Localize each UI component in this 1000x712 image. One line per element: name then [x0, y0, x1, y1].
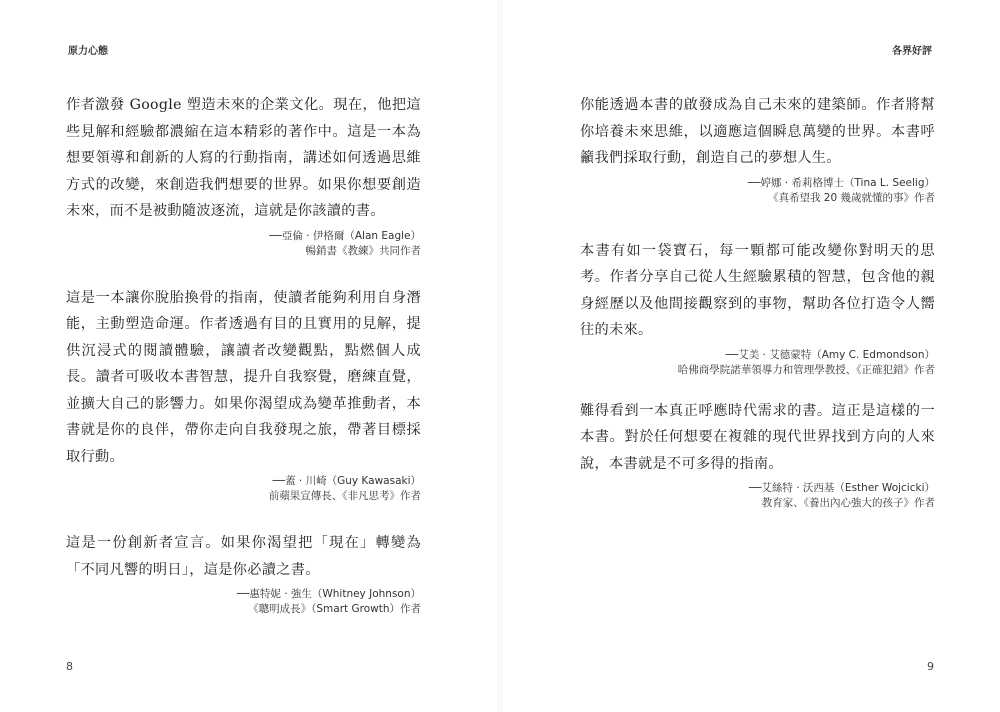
endorsement-quote: 這是一本讓你脫胎換骨的指南，使讀者能夠利用自身潛能，主動塑造命運。作者透過有目的且實用的見解，提供沉浸式的閱讀體驗，讓讀者改變觀點，點燃個人成長。讀者可吸收本書智慧，提升自我察覺，磨練直覺，並擴大自己的影響力。如果你渴望成為變革推動者，本書就是你的良伴，帶你走向自我發現之旅，帶著目標採取行動。: [66, 289, 421, 465]
running-head-left: 原力心態: [68, 46, 108, 57]
endorser-title: 前蘋果宣傳長、《非凡思考》作者: [268, 490, 421, 502]
right-page: [500, 0, 1000, 712]
endorsement-attribution: [580, 176, 935, 206]
endorsement-amy-edmondson: [580, 238, 935, 378]
endorser-name: ──艾美 · 艾德蒙特（Amy C. Edmondson）: [725, 348, 935, 361]
endorsement-tina-seelig: [580, 92, 935, 206]
endorser-name: ──蓋 · 川崎（Guy Kawasaki）: [272, 475, 421, 487]
endorser-title: 教育家、《養出內心強大的孩子》作者: [761, 497, 935, 509]
endorsement-attribution: [580, 481, 935, 511]
endorsement-quote: 這是一份創新者宣言。如果你渴望把「現在」轉變為「不同凡響的明日」，這是你必讀之書。: [66, 535, 421, 578]
endorser-title: 哈佛商學院諾華領導力和管理學教授、《正確犯錯》作者: [677, 363, 935, 376]
endorsement-quote: 你能透過本書的啟發成為自己未來的建築師。作者將幫你培養未來思維，以適應這個瞬息萬變的世界。本書呼籲我們採取行動，創造自己的夢想人生。: [580, 97, 935, 166]
endorser-name: ──艾絲特 · 沃西基（Esther Wojcicki）: [748, 482, 935, 494]
endorser-name: ──惠特妮 · 強生（Whitney Johnson）: [236, 588, 421, 600]
left-page-content: [66, 92, 421, 617]
endorser-name: ──亞倫 · 伊格爾（Alan Eagle）: [269, 229, 421, 242]
endorsement-quote: 難得看到一本真正呼應時代需求的書。這正是這樣的一本書。對於任何想要在複雜的現代世界找到方向的人來說，本書就是不可多得的指南。: [580, 402, 935, 472]
page-number-left: 8: [66, 660, 73, 673]
endorser-name: ──婷娜 · 希莉格博士（Tina L. Seelig）: [747, 176, 935, 189]
endorsement-attribution: [66, 474, 421, 504]
right-page-content: [580, 92, 935, 511]
endorsement-attribution: [66, 229, 421, 259]
endorsement-attribution: [580, 348, 935, 378]
endorser-title: 《真希望我 20 幾歲就懂的事》作者: [767, 191, 935, 204]
endorsement-whitney-johnson: [66, 530, 421, 617]
running-head-right: 各界好評: [892, 46, 932, 57]
endorsement-esther-wojcicki: [580, 398, 935, 512]
endorsement-alan-eagle: [66, 92, 421, 259]
endorser-title: 《聰明成長》（Smart Growth）作者: [248, 603, 421, 615]
endorsement-guy-kawasaki: [66, 285, 421, 505]
endorser-title: 暢銷書《教練》共同作者: [305, 244, 421, 257]
endorsement-quote: 作者激發 Google 塑造未來的企業文化。現在，他把這些見解和經驗都濃縮在這本精彩的著作中。這是一本為想要領導和創新的人寫的行動指南，講述如何透過思維方式的改變，來創造我們想要的世界。如果你想要創造未來，而不是被動隨波逐流，這就是你該讀的書。: [66, 97, 421, 219]
endorsement-quote: 本書有如一袋寶石，每一顆都可能改變你對明天的思考。作者分享自己從人生經驗累積的智慧，包含他的親身經歷以及他間接觀察到的事物，幫助各位打造令人嚮往的未來。: [580, 242, 935, 338]
page-number-right: 9: [927, 660, 934, 673]
endorsement-attribution: [66, 587, 421, 617]
